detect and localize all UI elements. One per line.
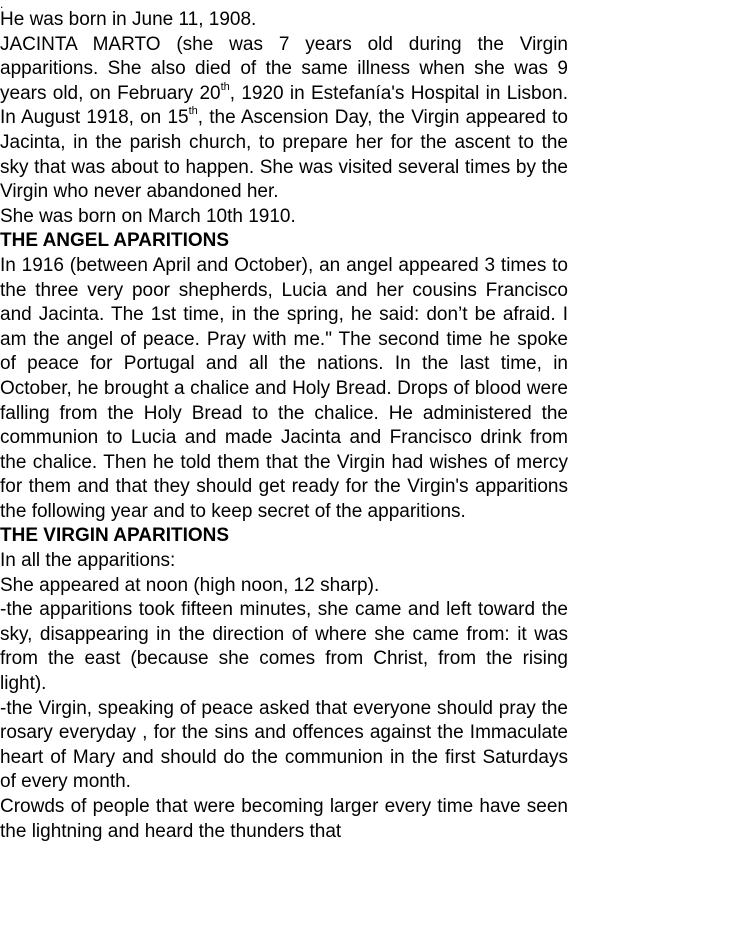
jacinta-text-2: , 1920 in Estefanía's Hospital in Lisbon. In August 1918, on 15	[0, 82, 568, 129]
angel-paragraph: In 1916 (between April and October), an angel appeared 3 times to the three very poor shepherds, Lucia and her cousins Francisco and Jacinta. The 1st time, in the spring, he said: don’t be afraid. I am the angel of peace. Pray with me." The second time he spoke of peace for Portugal and all the nations. In the last time, in October, he brought a chalice and Holy Bread. Drops of blood were falling from the Holy Bread to the chalice. He administered the communion to Lucia and made Jacinta and Francisco drink from the chalice. Then he told them that the Virgin had wishes of mercy for them and that they should get ready for the Virgin's apparitions the following year and to keep secret of the apparitions.	[0, 254, 568, 522]
angel-heading: THE ANGEL APARITIONS	[0, 230, 230, 252]
virgin-heading: THE VIRGIN APARITIONS	[0, 525, 230, 547]
francisco-birth-line: He was born in June 11, 1908.	[0, 9, 257, 30]
virgin-noon-line: She appeared at noon (high noon, 12 sharp).	[0, 574, 380, 596]
jacinta-text-1: JACINTA MARTO (she was 7 years old during the Virgin apparitions. She also died of the same illness when she was 9 years old, on February 20	[0, 33, 568, 104]
jacinta-birth-line: She was born on March 10th 1910.	[0, 205, 296, 227]
virgin-duration-paragraph: -the apparitions took fifteen minutes, she came and left toward the sky, disappearing in the direction of where she came from: it was from the east (because she comes from Christ, from the rising light).	[0, 599, 568, 695]
virgin-intro: In all the apparitions:	[0, 550, 176, 572]
superscript-2: th	[188, 105, 198, 118]
jacinta-text-3: , the Ascension Day, the Virgin appeared to Jacinta, in the parish church, to prepare her for the ascent to the sky that was about to happen. She was visited several times by the Virgin who never abandoned her.	[0, 107, 568, 203]
crowds-paragraph: Crowds of people that were becoming larger every time have seen the lightning and heard the thunders that	[0, 796, 568, 842]
superscript-1: th	[220, 80, 230, 93]
jacinta-paragraph	[0, 33, 568, 205]
virgin-rosary-paragraph: -the Virgin, speaking of peace asked that everyone should pray the rosary everyday , for the sins and offences against the Immaculate heart of Mary and should do the communion in the first Saturdays of every month.	[0, 697, 568, 793]
top-mark: .	[0, 0, 4, 11]
